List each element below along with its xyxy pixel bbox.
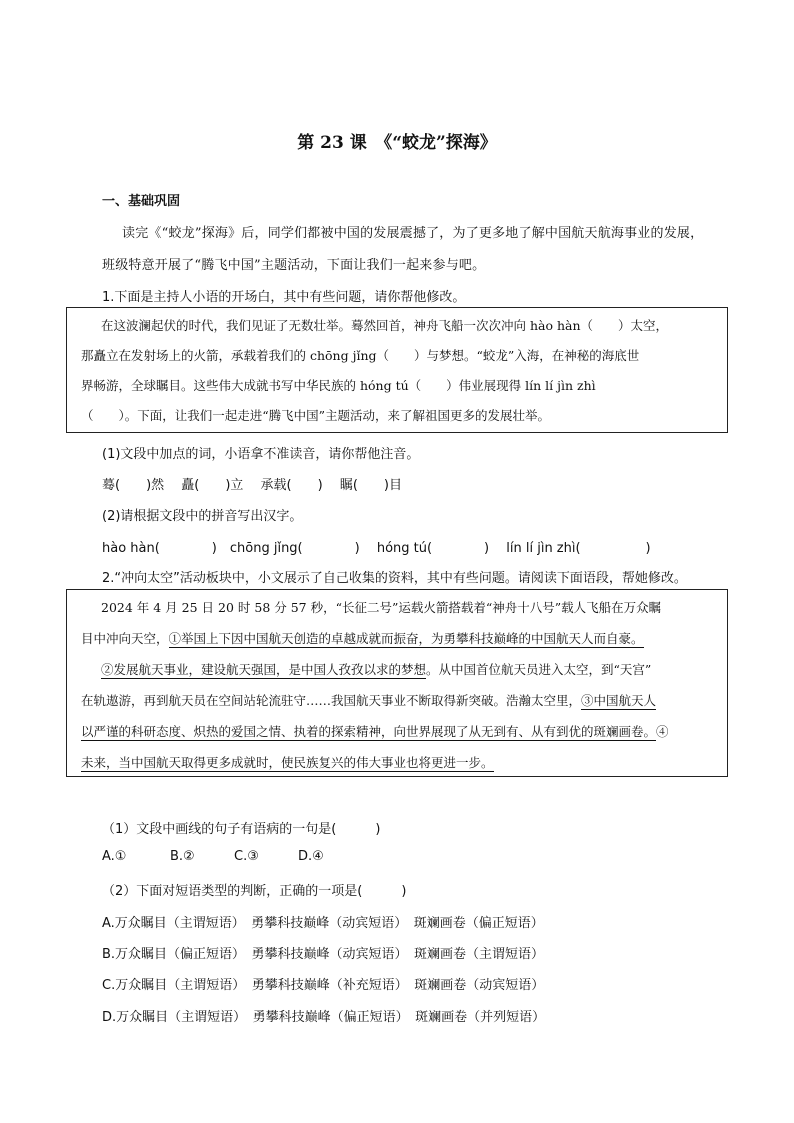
q1-passage-box — [66, 307, 728, 433]
q2-passage-line-3 — [101, 660, 651, 678]
option-a: A.① — [102, 849, 127, 864]
q1-sub2: (2)请根据文段中的拼音写出汉字。 — [102, 509, 303, 524]
q2-text: ④ — [656, 724, 669, 739]
q2-prompt: 2.“冲向太空”活动板块中，小文展示了自己收集的资料，其中有些问题。请阅读下面语段，帮她修改。 — [102, 571, 687, 586]
q2-passage-line-2 — [81, 629, 644, 647]
q2-passage-line-1: 2024 年 4 月 25 日 20 时 58 分 57 秒，“长征二号”运载火箭搭载着“神舟十八号”载人飞船在万众瞩 — [101, 600, 662, 615]
q2-text: 在轨遨游，再到航天员在空间站轮流驻守……我国航天事业不断取得新突破。浩瀚太空里， — [81, 693, 582, 708]
option-b: B.② — [170, 849, 195, 864]
q1-sub1: (1)文段中加点的词，小语拿不准读音，请你帮他注音。 — [102, 447, 420, 462]
q2-sub2: （2）下面对短语类型的判断，正确的一项是( ) — [102, 884, 407, 899]
q2-sub2-option-a: A.万众瞩目（主谓短语） 勇攀科技巅峰（动宾短语） 斑斓画卷（偏正短语） — [102, 916, 544, 931]
q2-sub1-options — [102, 849, 324, 864]
q1-passage-line-2: 那矗立在发射场上的火箭，承载着我们的 chōng jǐng（ ）与梦想。“蛟龙”入海，在神秘的海底世 — [81, 348, 640, 363]
q1-prompt: 1.下面是主持人小语的开场白，其中有些问题，请你帮他修改。 — [102, 290, 466, 305]
q2-sentence-3-end: 以严谨的科研态度、炽热的爱国之情、执着的探索精神，向世界展现了从无到有、从有到优的斑斓画卷。 — [81, 724, 657, 739]
q1-passage-line-4: （ ）。下面，让我们一起走进“腾飞中国”主题活动，来了解祖国更多的发展壮举。 — [81, 408, 551, 423]
q1-sub2-items: hào hàn( ) chōng jǐng( ) hóng tú( ) lín lí jìn zhì( ) — [102, 541, 651, 556]
q2-passage-line-6 — [81, 753, 494, 771]
q1-passage-line-1: 在这波澜起伏的时代，我们见证了无数壮举。蓦然回首，神舟飞船一次次冲向 hào hàn（ ）太空， — [101, 318, 669, 333]
q2-sub2-option-d: D.万众瞩目（主谓短语） 勇攀科技巅峰（偏正短语） 斑斓画卷（并列短语） — [102, 1010, 546, 1025]
q2-passage-line-4 — [81, 691, 656, 709]
q2-sentence-4: 未来，当中国航天取得更多成就时，使民族复兴的伟大事业也将更进一步。 — [81, 755, 494, 770]
q2-passage-box — [66, 589, 728, 777]
q2-text: 目中冲向天空， — [81, 631, 169, 646]
lesson-title: 第 23 课 《“蛟龙”探海》 — [297, 133, 497, 153]
intro-line-1: 读完《“蛟龙”探海》后，同学们都被中国的发展震撼了，为了更多地了解中国航天航海事业的发展， — [122, 226, 704, 241]
q2-text: 。从中国首位航天员进入太空，到“天宫” — [426, 662, 652, 677]
q2-sentence-3-start: ③中国航天人 — [581, 693, 657, 708]
section-heading: 一、基础巩固 — [102, 194, 181, 209]
option-c: C.③ — [234, 849, 259, 864]
q1-sub1-items: 蓦( )然 矗( )立 承载( ) 瞩( )目 — [102, 478, 402, 493]
q2-sub2-option-b: B.万众瞩目（偏正短语） 勇攀科技巅峰（动宾短语） 斑斓画卷（主谓短语） — [102, 947, 545, 962]
q2-sentence-1: ①举国上下因中国航天创造的卓越成就而振奋，为勇攀科技巅峰的中国航天人而自豪。 — [168, 631, 644, 646]
q1-passage-line-3: 界畅游，全球瞩目。这些伟大成就书写中华民族的 hóng tú（ ）伟业展现得 lín lí jìn zhì — [81, 378, 596, 393]
q2-sub1: （1）文段中画线的句子有语病的一句是( ) — [102, 822, 381, 837]
option-d: D.④ — [298, 849, 324, 864]
q2-sub2-option-c: C.万众瞩目（主谓短语） 勇攀科技巅峰（补充短语） 斑斓画卷（动宾短语） — [102, 978, 545, 993]
q2-passage-line-5 — [81, 722, 669, 740]
intro-line-2: 班级特意开展了“腾飞中国”主题活动，下面让我们一起来参与吧。 — [102, 258, 486, 273]
q2-sentence-2: ②发展航天事业，建设航天强国，是中国人孜孜以求的梦想 — [101, 662, 427, 677]
